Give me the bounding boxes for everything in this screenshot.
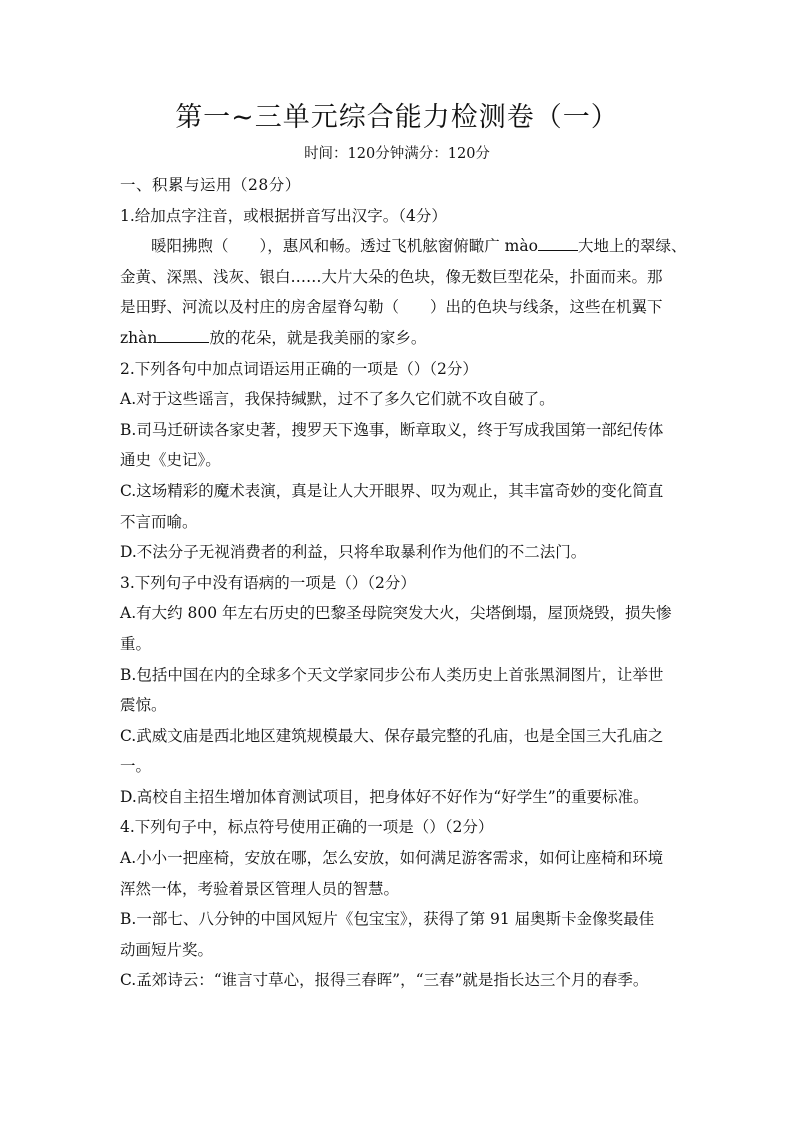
answer-blank[interactable] xyxy=(157,328,209,343)
question-3-stem: 3.下列句子中没有语病的一项是（）（2分） xyxy=(120,573,416,592)
question-2-option-d: D.不法分子无视消费者的利益，只将牟取暴利作为他们的不二法门。 xyxy=(120,543,587,562)
question-2-option-b: B.司马迁研读各家史著，搜罗天下逸事，断章取义，终于写成我国第一部纪传体 xyxy=(120,420,664,439)
question-3-option-d: D.高校自主招生增加体育测试项目，把身体好不好作为“好学生”的重要标准。 xyxy=(120,787,649,806)
question-4-option-b-cont: 动画短片奖。 xyxy=(120,940,214,959)
passage-text: 大地上的翠绿、 xyxy=(577,237,687,256)
exam-body xyxy=(120,170,687,996)
question-1-stem: 1.给加点字注音，或根据拼音写出汉字。（4分） xyxy=(120,206,447,225)
section-heading: 一、积累与运用（28分） xyxy=(120,176,301,194)
question-2-stem: 2.下列各句中加点词语运用正确的一项是（）（2分） xyxy=(120,359,478,378)
question-1-passage-line: 是田野、河流以及村庄的房舍屋脊勾勒（ ）出的色块与线条，这些在机翼下 xyxy=(120,298,663,317)
question-4-option-a: A.小小一把座椅，安放在哪，怎么安放，如何满足游客需求，如何让座椅和环境 xyxy=(120,849,664,868)
question-3-option-c-cont: 一。 xyxy=(120,757,152,776)
question-2-option-a: A.对于这些谣言，我保持缄默，过不了多久它们就不攻自破了。 xyxy=(120,390,555,409)
question-4-option-c: C.孟郊诗云：“谁言寸草心，报得三春晖”，“三春”就是指长达三个月的春季。 xyxy=(120,971,649,990)
question-4-option-b: B.一部七、八分钟的中国风短片《包宝宝》，获得了第 91 届奥斯卡金像奖最佳 xyxy=(120,910,655,929)
question-2-option-c: C.这场精彩的魔术表演，真是让人大开眼界、叹为观止，其丰富奇妙的变化简直 xyxy=(120,481,664,500)
question-3-option-a-cont: 重。 xyxy=(120,634,152,653)
question-3-option-b: B.包括中国在内的全球多个天文学家同步公布人类历史上首张黑洞图片，让举世 xyxy=(120,665,664,684)
answer-blank[interactable] xyxy=(538,236,578,251)
page-title: 第一~三单元综合能力检测卷（一） xyxy=(175,102,619,133)
question-4-stem: 4.下列句子中，标点符号使用正确的一项是（）（2分） xyxy=(120,818,494,837)
question-3-option-a: A.有大约 800 年左右历史的巴黎圣母院突发大火，尖塔倒塌，屋顶烧毁，损失惨 xyxy=(120,604,672,623)
question-1-passage-line xyxy=(120,323,684,354)
question-4-option-a-cont: 浑然一体，考验着景区管理人员的智慧。 xyxy=(120,879,400,898)
question-1-passage-line: 金黄、深黑、浅灰、银白……大片大朵的色块，像无数巨型花朵，扑面而来。那 xyxy=(120,267,663,286)
question-3-option-c: C.武威文庙是西北地区建筑规模最大、保存最完整的孔庙，也是全国三大孔庙之 xyxy=(120,726,664,745)
question-2-option-b-cont: 通史《史记》。 xyxy=(120,451,221,470)
question-2-option-c-cont: 不言而喻。 xyxy=(120,512,198,531)
question-1-passage-line xyxy=(120,231,687,262)
passage-text: 暖阳拂煦（ ），惠风和畅。透过飞机舷窗俯瞰广 mào xyxy=(151,237,538,256)
exam-info: 时间：120分钟满分：120分 xyxy=(304,146,490,162)
question-3-option-b-cont: 震惊。 xyxy=(120,696,167,715)
passage-text: 放的花朵，就是我美丽的家乡。 xyxy=(209,328,427,347)
pinyin-text: zhàn xyxy=(120,328,158,347)
